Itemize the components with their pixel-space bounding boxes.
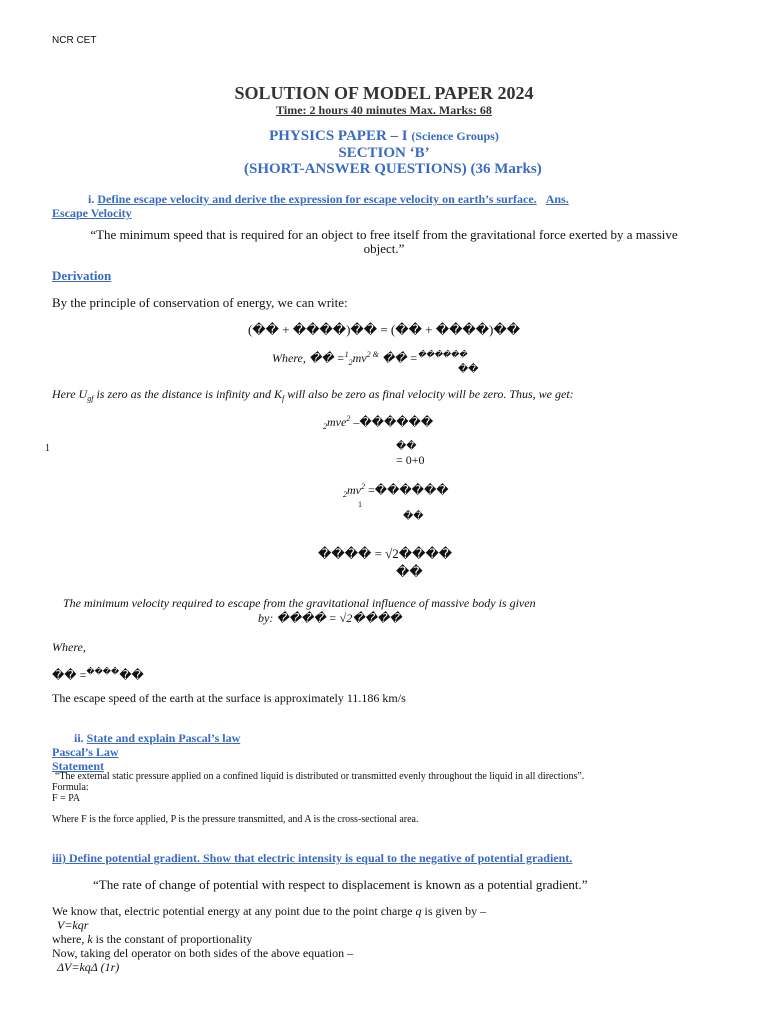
where2-equation <box>52 667 144 683</box>
q1-question[interactable]: Define escape velocity and derive the expression for escape velocity on earth’s surface. <box>97 192 537 206</box>
where-line <box>272 350 467 367</box>
paper-name <box>0 128 768 145</box>
q2-explanation: Where F is the force applied, P is the pressure transmitted, and A is the cross-sectional area. <box>52 814 419 825</box>
where2-sup: ���� <box>86 667 120 676</box>
energy-equation: (�� + ����)�� = (�� + ����)�� <box>247 322 521 337</box>
eq3-rest: =������ <box>365 483 449 497</box>
q3-line4: Now, taking del operator on both sides of the above equation – <box>52 946 354 960</box>
page-subtitle: Time: 2 hours 40 minutes Max. Marks: 68 <box>276 103 492 117</box>
where2-lhs: �� = <box>52 668 87 682</box>
here-part1: Here U <box>52 387 88 401</box>
q3-line1-q: q <box>415 904 422 918</box>
earth-escape-speed: The escape speed of the earth at the surface is approximately 11.186 km/s <box>52 691 406 705</box>
here-part2: is zero as the distance is infinity and K <box>93 387 283 401</box>
eq4-line: ���� = √2���� <box>318 546 453 561</box>
page-title: SOLUTION OF MODEL PAPER 2024 <box>234 83 534 103</box>
q1-heading[interactable]: Escape Velocity <box>52 206 132 220</box>
here-part3: will also be zero as final velocity will be zero. Thus, we get: <box>284 387 574 401</box>
where-text: Where, �� = <box>272 351 345 365</box>
q1-definition-line1: “The minimum speed that is required for an object to free itself from the gravitational force exerted by a massive <box>90 227 678 242</box>
here-sub-f: f <box>282 394 285 403</box>
eq2-sub2: 2 <box>323 422 327 431</box>
eq3-mv: mv <box>347 483 361 497</box>
q3-line3-a: where, <box>52 932 88 946</box>
q3-line1 <box>52 904 486 919</box>
q3-line3-k: k <box>87 932 93 946</box>
q2-formula-label: Formula: <box>52 782 89 793</box>
q2-question-line <box>74 731 240 746</box>
eq2-rest: –������ <box>350 415 434 429</box>
eq3-one: 1 <box>358 500 362 509</box>
result-line1: The minimum velocity required to escape from the gravitational influence of massive body is given <box>63 596 536 610</box>
paper-title: PHYSICS PAPER – I <box>269 128 408 144</box>
q3-line3 <box>52 932 252 947</box>
q3-question[interactable]: iii) Define potential gradient. Show that electric intensity is equal to the negative of potential gradient. <box>52 851 573 865</box>
header-org: NCR CET <box>52 35 97 46</box>
eq3-den: �� <box>403 511 424 522</box>
q2-statement-heading[interactable]: Statement <box>52 759 104 773</box>
where2-rest: �� <box>119 668 144 682</box>
eq2-rhs: = 0+0 <box>396 453 425 467</box>
paper-groups: (Science Groups) <box>411 129 499 143</box>
eq3-sub2: 2 <box>343 490 347 499</box>
eq2-den: �� <box>396 441 417 452</box>
where-frac-num: ������ <box>417 350 467 359</box>
q3-line5: ΔV=kqΔ (1r) <box>57 960 120 974</box>
principle-text: By the principle of conservation of energy, we can write: <box>52 295 348 310</box>
where-rest: �� = <box>378 351 418 365</box>
q3-line1-a: We know that, electric potential energy at any point due to the point charge <box>52 904 416 918</box>
eq3-line <box>343 482 449 499</box>
where-mv: mv <box>352 351 367 365</box>
q2-quote: “The external static pressure applied on a confined liquid is distributed or transmitted evenly throughout the liquid in all directions”. <box>55 771 585 782</box>
q2-heading[interactable]: Pascal’s Law <box>52 745 119 759</box>
q3-line2: V=kqr <box>57 918 89 932</box>
q3-quote: “The rate of change of potential with respect to displacement is known as a potential gradient.” <box>93 877 588 892</box>
derivation-heading[interactable]: Derivation <box>52 268 112 283</box>
eq2-line <box>323 414 433 431</box>
where-frac-den: �� <box>458 364 479 375</box>
where2-label: Where, <box>52 640 86 654</box>
q2-number: ii. <box>74 731 84 745</box>
section-type: (SHORT-ANSWER QUESTIONS) (36 Marks) <box>244 161 542 177</box>
q3-line1-b: is given by – <box>421 904 487 918</box>
here-sub-gf: gf <box>87 394 94 403</box>
eq2-mve: mve <box>327 415 347 429</box>
q1-ans: Ans. <box>545 192 569 206</box>
eq4-den: �� <box>396 564 423 579</box>
eq2-sup2: 2 <box>346 414 351 423</box>
where-sub2: 2 <box>348 358 353 367</box>
q1-definition-line2: object.” <box>363 241 405 256</box>
section-title: SECTION ‘B’ <box>338 145 430 161</box>
result-line2: by: ���� = √2���� <box>258 611 402 625</box>
eq2-side-number: 1 <box>45 443 50 454</box>
q2-question[interactable]: State and explain Pascal’s law <box>86 731 241 745</box>
q2-formula: F = PA <box>52 793 81 804</box>
q1-number: i. <box>88 192 95 206</box>
q1-question-line <box>88 192 569 207</box>
where-sup1: 1 <box>344 350 349 359</box>
here-line <box>52 387 574 403</box>
where-sup2: 2 & <box>366 350 379 359</box>
eq3-sup2: 2 <box>361 482 365 491</box>
q3-line3-b: is the constant of proportionality <box>92 932 253 946</box>
